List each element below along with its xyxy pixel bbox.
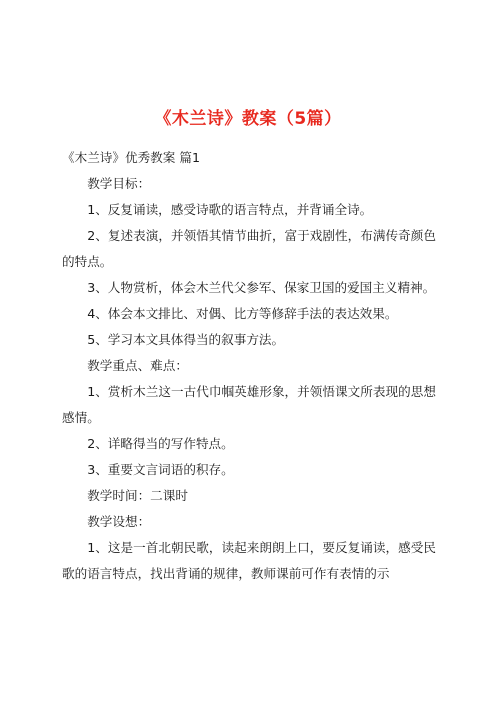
paragraph-key-points-label: 教学重点、难点： — [87, 358, 188, 373]
paragraph-teaching-design-label: 教学设想： — [87, 514, 151, 529]
paragraph-key-point-1: 1、赏析木兰这一古代巾帼英雄形象，并领悟课文所表现的思想感情。 — [62, 384, 436, 425]
paragraph-key-point-2: 2、详略得当的写作特点。 — [87, 436, 234, 451]
paragraph-design-1: 1、这是一首北朝民歌，读起来朗朗上口，要反复诵读，感受民歌的语言特点，找出背诵的规律，教师课前可作有表情的示 — [62, 540, 436, 581]
section-heading: 《木兰诗》优秀教案 篇1 — [62, 150, 200, 165]
paragraph-goal-5: 5、学习本文具体得当的叙事方法。 — [87, 332, 285, 347]
paragraph-teaching-time: 教学时间：二课时 — [87, 488, 188, 503]
paragraph-goal-2: 2、复述表演，并领悟其情节曲折，富于戏剧性，布满传奇颜色的特点。 — [62, 228, 436, 269]
document-title: 《木兰诗》教案（5篇） — [154, 109, 342, 129]
document-body — [62, 145, 436, 587]
paragraph-teaching-goals-label: 教学目标： — [87, 176, 151, 191]
paragraph-goal-1: 1、反复诵读，感受诗歌的语言特点，并背诵全诗。 — [87, 202, 373, 217]
paragraph-goal-3: 3、人物赏析，体会木兰代父参军、保家卫国的爱国主义精神。 — [87, 280, 436, 295]
paragraph-goal-4: 4、体会本文排比、对偶、比方等修辞手法的表达效果。 — [87, 306, 398, 321]
paragraph-key-point-3: 3、重要文言词语的积存。 — [87, 462, 234, 477]
